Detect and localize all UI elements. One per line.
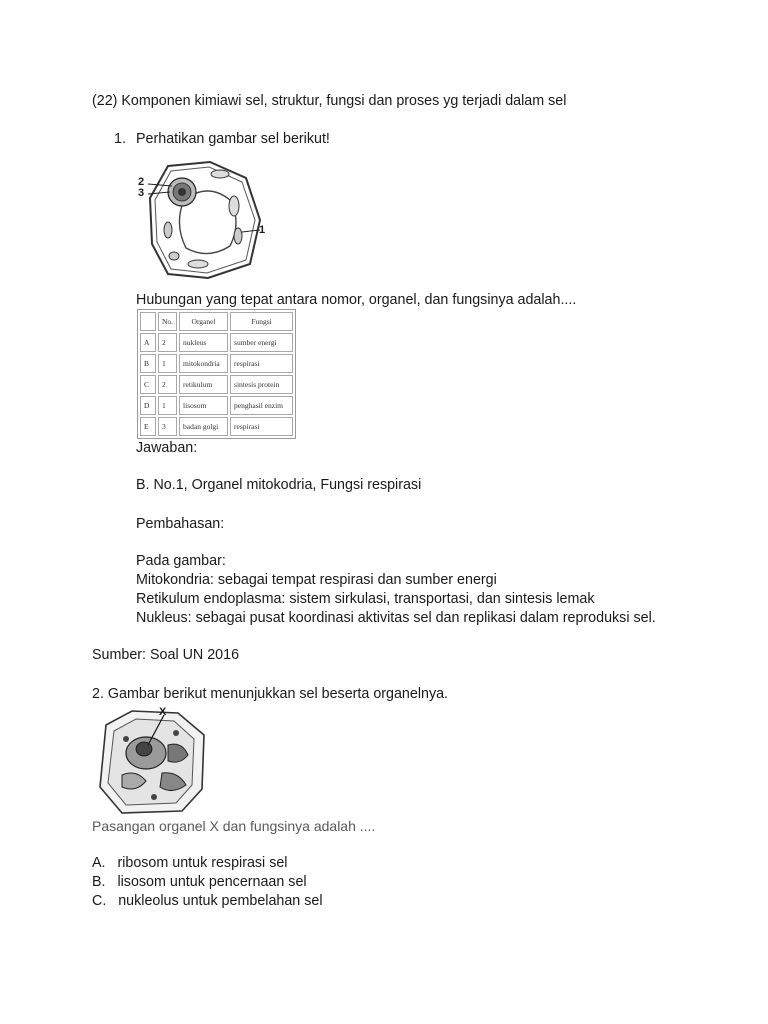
discussion-line: Mitokondria: sebagai tempat respirasi dan sumber energi (136, 572, 497, 588)
question-1-prompt: Perhatikan gambar sel berikut! (136, 131, 330, 147)
discussion-label: Pembahasan: (136, 516, 225, 532)
table-header-row (140, 312, 293, 331)
plant-cell-diagram (138, 160, 268, 284)
discussion-intro: Pada gambar: (136, 553, 226, 569)
option-text: ribosom untuk respirasi sel (117, 855, 288, 871)
discussion-line: Nukleus: sebagai pusat koordinasi aktivitas sel dan replikasi dalam reproduksi sel. (136, 610, 656, 626)
option-letter: B. (92, 874, 106, 890)
table-cell: retikulum (179, 375, 228, 394)
table-row (140, 375, 293, 394)
table-cell: mitokondria (179, 354, 228, 373)
option-c (92, 893, 323, 909)
table-cell: lisosom (179, 396, 228, 415)
table-cell: respirasi (230, 354, 293, 373)
animal-cell-diagram (92, 705, 210, 817)
section-heading: (22) Komponen kimiawi sel, struktur, fungsi dan proses yg terjadi dalam sel (92, 93, 567, 109)
table-cell: E (140, 417, 156, 436)
table-cell: 2 (158, 375, 177, 394)
table-cell: D (140, 396, 156, 415)
table-header-cell: Organel (179, 312, 228, 331)
table-header-cell: No. (158, 312, 177, 331)
table-row (140, 417, 293, 436)
figure-label-2: 2 (138, 176, 145, 188)
question-2-prompt: 2. Gambar berikut menunjukkan sel beserta organelnya. (92, 686, 449, 702)
option-text: lisosom untuk pencernaan sel (117, 874, 307, 890)
question-2-text: Pasangan organel X dan fungsinya adalah .... (92, 818, 376, 834)
table-cell: 1 (158, 396, 177, 415)
table-cell: C (140, 375, 156, 394)
table-header-cell (140, 312, 156, 331)
table-cell: sintesis protein (230, 375, 293, 394)
table-row (140, 396, 293, 415)
option-letter: C. (92, 893, 107, 909)
table-cell: badan golgi (179, 417, 228, 436)
table-row (140, 333, 293, 352)
answer-options-table (137, 309, 296, 439)
figure-label-x: X (159, 706, 167, 718)
option-letter: A. (92, 855, 106, 871)
table-cell: penghasil enzim (230, 396, 293, 415)
figure-label-3: 3 (138, 187, 145, 199)
question-1-number: 1. (114, 131, 126, 147)
option-a (92, 855, 287, 871)
question-1-text: Hubungan yang tepat antara nomor, organel, dan fungsinya adalah.... (136, 292, 577, 308)
table-cell: 1 (158, 354, 177, 373)
table-cell: nukleus (179, 333, 228, 352)
table-row (140, 354, 293, 373)
discussion-line: Retikulum endoplasma: sistem sirkulasi, transportasi, dan sintesis lemak (136, 591, 595, 607)
answer-label: Jawaban: (136, 440, 198, 456)
table-cell: sumber energi (230, 333, 293, 352)
table-cell: B (140, 354, 156, 373)
answer-text: B. No.1, Organel mitokodria, Fungsi respirasi (136, 477, 422, 493)
table-cell: 3 (158, 417, 177, 436)
table-cell: A (140, 333, 156, 352)
option-b (92, 874, 307, 890)
figure-label-1: 1 (259, 224, 266, 236)
table-cell: respirasi (230, 417, 293, 436)
table-header-cell: Fungsi (230, 312, 293, 331)
table-cell: 2 (158, 333, 177, 352)
source-citation: Sumber: Soal UN 2016 (92, 647, 240, 663)
option-text: nukleolus untuk pembelahan sel (118, 893, 323, 909)
